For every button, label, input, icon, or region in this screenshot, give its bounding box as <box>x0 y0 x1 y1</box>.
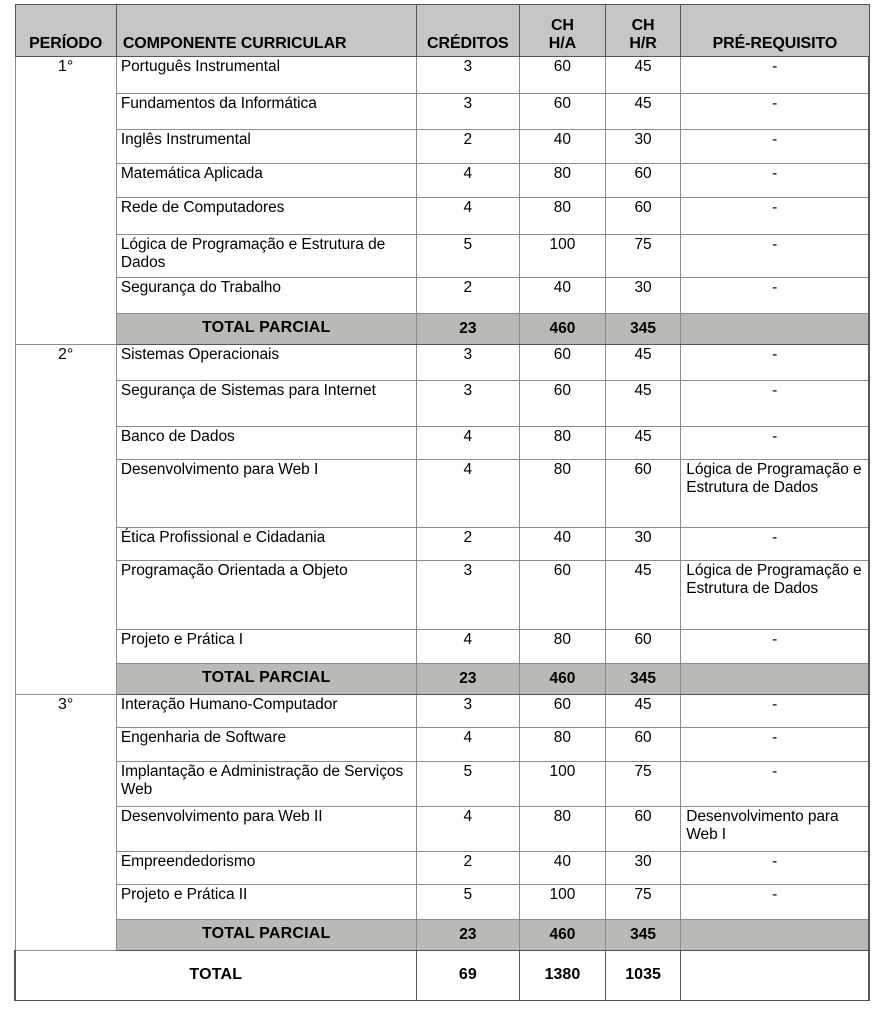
ch-hr-value: 45 <box>605 57 680 94</box>
prerequisite-value: Desenvolvimento para Web I <box>681 807 869 852</box>
ch-ha-value: 40 <box>520 528 606 561</box>
prerequisite-value: - <box>681 164 869 198</box>
credits-value: 4 <box>416 728 519 762</box>
ch-ha-value: 100 <box>520 762 606 807</box>
ch-hr-value: 45 <box>605 561 680 630</box>
column-header-ch-hr <box>605 5 680 57</box>
table-row <box>15 852 869 885</box>
subtotal-ch-ha: 460 <box>520 314 606 345</box>
ch-ha-value: 60 <box>520 695 606 728</box>
component-name: Programação Orientada a Objeto <box>116 561 416 630</box>
column-header-pre-requisito: PRÉ-REQUISITO <box>681 5 869 57</box>
prerequisite-value: - <box>681 695 869 728</box>
component-name: Rede de Computadores <box>116 198 416 235</box>
credits-value: 3 <box>416 695 519 728</box>
column-header-ch-ha <box>520 5 606 57</box>
credits-value: 5 <box>416 762 519 807</box>
subtotal-credits: 23 <box>416 664 519 695</box>
ch-ha-value: 80 <box>520 198 606 235</box>
ch-hr-value: 45 <box>605 381 680 427</box>
prerequisite-value: - <box>681 852 869 885</box>
ch-hr-value: 60 <box>605 807 680 852</box>
ch-ha-value: 80 <box>520 427 606 460</box>
credits-value: 3 <box>416 94 519 130</box>
grandtotal-row <box>15 951 869 1001</box>
ch-hr-line2: H/R <box>629 34 657 52</box>
ch-ha-value: 80 <box>520 807 606 852</box>
ch-hr-value: 30 <box>605 852 680 885</box>
credits-value: 3 <box>416 345 519 381</box>
table-row <box>15 198 869 235</box>
ch-ha-value: 80 <box>520 460 606 528</box>
grandtotal-credits: 69 <box>416 951 519 1001</box>
prerequisite-value: - <box>681 57 869 94</box>
component-name: Fundamentos da Informática <box>116 94 416 130</box>
ch-ha-value: 60 <box>520 381 606 427</box>
ch-hr-value: 45 <box>605 427 680 460</box>
ch-hr-line1: CH <box>631 16 655 34</box>
table-row <box>15 528 869 561</box>
table-row <box>15 94 869 130</box>
credits-value: 3 <box>416 57 519 94</box>
table-row <box>15 561 869 630</box>
credits-value: 2 <box>416 528 519 561</box>
component-name: Implantação e Administração de Serviços Web <box>116 762 416 807</box>
credits-value: 2 <box>416 852 519 885</box>
ch-hr-value: 60 <box>605 630 680 664</box>
subtotal-label: TOTAL PARCIAL <box>116 664 416 695</box>
subtotal-row <box>15 314 869 345</box>
subtotal-row <box>15 664 869 695</box>
ch-ha-value: 80 <box>520 630 606 664</box>
ch-ha-value: 40 <box>520 130 606 164</box>
credits-value: 2 <box>416 278 519 314</box>
grandtotal-ch-hr: 1035 <box>605 951 680 1001</box>
prerequisite-value: - <box>681 198 869 235</box>
curriculum-table <box>14 4 870 1001</box>
ch-hr-value: 60 <box>605 460 680 528</box>
ch-hr-value: 30 <box>605 528 680 561</box>
ch-ha-line1: CH <box>550 16 574 34</box>
ch-hr-value: 60 <box>605 728 680 762</box>
subtotal-ch-hr: 345 <box>605 920 680 951</box>
ch-hr-value: 75 <box>605 762 680 807</box>
ch-hr-value: 45 <box>605 94 680 130</box>
ch-ha-value: 60 <box>520 561 606 630</box>
table-body <box>15 57 869 1001</box>
component-name: Sistemas Operacionais <box>116 345 416 381</box>
ch-hr-value: 30 <box>605 278 680 314</box>
table-row <box>15 762 869 807</box>
component-name: Matemática Aplicada <box>116 164 416 198</box>
component-name: Ética Profissional e Cidadania <box>116 528 416 561</box>
table-row <box>15 885 869 920</box>
prerequisite-value: - <box>681 130 869 164</box>
period-label-2: 2° <box>15 345 116 695</box>
table-row <box>15 57 869 94</box>
component-name: Segurança de Sistemas para Internet <box>116 381 416 427</box>
table-row <box>15 427 869 460</box>
table-row <box>15 381 869 427</box>
column-header-componente: COMPONENTE CURRICULAR <box>116 5 416 57</box>
subtotal-label: TOTAL PARCIAL <box>116 314 416 345</box>
component-name: Interação Humano-Computador <box>116 695 416 728</box>
ch-ha-value: 60 <box>520 345 606 381</box>
prerequisite-value: - <box>681 278 869 314</box>
credits-value: 4 <box>416 630 519 664</box>
prerequisite-value: - <box>681 728 869 762</box>
credits-value: 5 <box>416 885 519 920</box>
header-row <box>15 5 869 57</box>
table-row <box>15 695 869 728</box>
component-name: Lógica de Programação e Estrutura de Dados <box>116 235 416 278</box>
table-row <box>15 345 869 381</box>
prerequisite-value: - <box>681 630 869 664</box>
ch-ha-value: 40 <box>520 278 606 314</box>
prerequisite-value: Lógica de Programação e Estrutura de Dados <box>681 561 869 630</box>
ch-ha-value: 40 <box>520 852 606 885</box>
prerequisite-value: - <box>681 381 869 427</box>
subtotal-ch-ha: 460 <box>520 920 606 951</box>
subtotal-row <box>15 920 869 951</box>
table-row <box>15 235 869 278</box>
credits-value: 4 <box>416 198 519 235</box>
ch-hr-value: 75 <box>605 885 680 920</box>
component-name: Desenvolvimento para Web I <box>116 460 416 528</box>
subtotal-prerequisite <box>681 920 869 951</box>
prerequisite-value: - <box>681 345 869 381</box>
ch-ha-value: 60 <box>520 94 606 130</box>
component-name: Inglês Instrumental <box>116 130 416 164</box>
subtotal-credits: 23 <box>416 314 519 345</box>
component-name: Projeto e Prática I <box>116 630 416 664</box>
subtotal-ch-hr: 345 <box>605 314 680 345</box>
component-name: Português Instrumental <box>116 57 416 94</box>
credits-value: 2 <box>416 130 519 164</box>
subtotal-prerequisite <box>681 314 869 345</box>
credits-value: 3 <box>416 381 519 427</box>
column-header-creditos: CRÉDITOS <box>416 5 519 57</box>
ch-ha-value: 100 <box>520 235 606 278</box>
table-row <box>15 164 869 198</box>
table-row <box>15 630 869 664</box>
grandtotal-ch-ha: 1380 <box>520 951 606 1001</box>
period-label-1: 1° <box>15 57 116 345</box>
ch-ha-value: 80 <box>520 164 606 198</box>
component-name: Desenvolvimento para Web II <box>116 807 416 852</box>
subtotal-prerequisite <box>681 664 869 695</box>
table-row <box>15 278 869 314</box>
subtotal-ch-ha: 460 <box>520 664 606 695</box>
grandtotal-label: TOTAL <box>15 951 416 1001</box>
subtotal-ch-hr: 345 <box>605 664 680 695</box>
component-name: Empreendedorismo <box>116 852 416 885</box>
prerequisite-value: Lógica de Programação e Estrutura de Dados <box>681 460 869 528</box>
credits-value: 4 <box>416 164 519 198</box>
credits-value: 4 <box>416 807 519 852</box>
table-row <box>15 130 869 164</box>
component-name: Engenharia de Software <box>116 728 416 762</box>
table-row <box>15 807 869 852</box>
subtotal-credits: 23 <box>416 920 519 951</box>
ch-hr-value: 60 <box>605 198 680 235</box>
prerequisite-value: - <box>681 94 869 130</box>
ch-hr-value: 45 <box>605 345 680 381</box>
prerequisite-value: - <box>681 427 869 460</box>
ch-hr-value: 45 <box>605 695 680 728</box>
subtotal-label: TOTAL PARCIAL <box>116 920 416 951</box>
ch-hr-value: 60 <box>605 164 680 198</box>
credits-value: 5 <box>416 235 519 278</box>
prerequisite-value: - <box>681 528 869 561</box>
component-name: Projeto e Prática II <box>116 885 416 920</box>
column-header-periodo: PERÍODO <box>15 5 116 57</box>
grandtotal-prerequisite <box>681 951 869 1001</box>
prerequisite-value: - <box>681 762 869 807</box>
table-row <box>15 460 869 528</box>
ch-ha-value: 80 <box>520 728 606 762</box>
credits-value: 3 <box>416 561 519 630</box>
credits-value: 4 <box>416 460 519 528</box>
prerequisite-value: - <box>681 235 869 278</box>
credits-value: 4 <box>416 427 519 460</box>
table-row <box>15 728 869 762</box>
period-label-3: 3° <box>15 695 116 951</box>
ch-ha-value: 100 <box>520 885 606 920</box>
ch-ha-value: 60 <box>520 57 606 94</box>
ch-hr-value: 30 <box>605 130 680 164</box>
ch-ha-line2: H/A <box>548 34 577 52</box>
prerequisite-value: - <box>681 885 869 920</box>
component-name: Banco de Dados <box>116 427 416 460</box>
component-name: Segurança do Trabalho <box>116 278 416 314</box>
ch-hr-value: 75 <box>605 235 680 278</box>
table-header <box>15 5 869 57</box>
